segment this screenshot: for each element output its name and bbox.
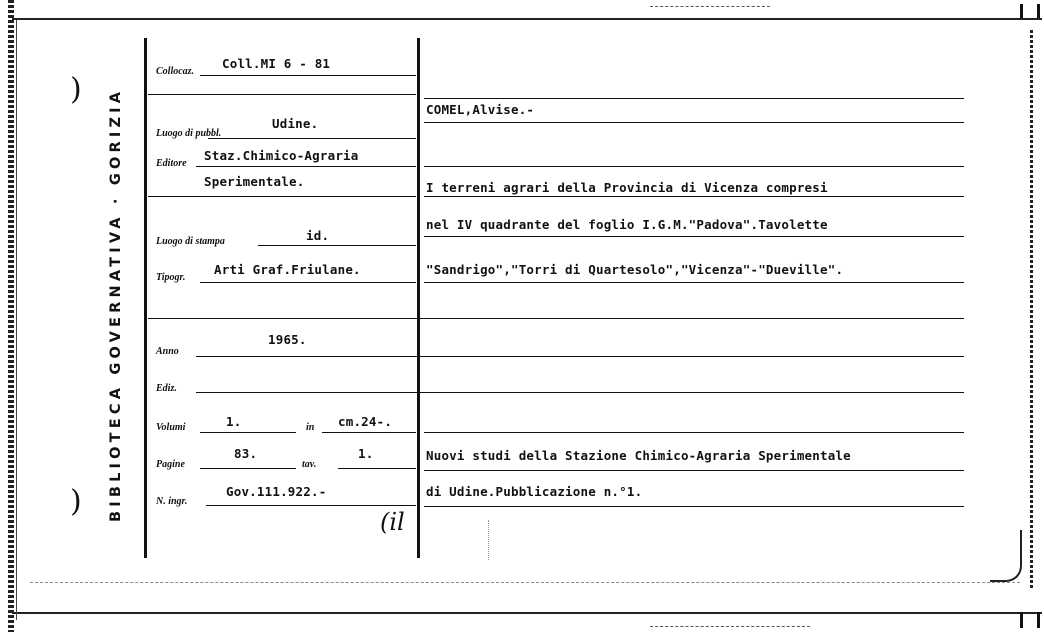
value-pagine: 83. xyxy=(234,446,258,461)
value-tavole: 1. xyxy=(358,446,374,461)
value-anno: 1965. xyxy=(268,332,307,347)
card-border-top xyxy=(12,18,1042,20)
handwritten-mark: (il xyxy=(380,508,405,536)
rule-right-5 xyxy=(424,236,964,237)
label-n-ingresso: N. ingr. xyxy=(156,496,188,507)
rule-right-n-ingresso xyxy=(424,506,964,507)
rule-editore-2 xyxy=(148,196,416,197)
label-in: in xyxy=(306,422,315,433)
card-edge-right xyxy=(1030,30,1033,590)
rule-right-pagine xyxy=(424,470,964,471)
value-formato: cm.24-. xyxy=(338,414,393,429)
label-pagine: Pagine xyxy=(156,459,185,470)
rule-formato xyxy=(322,432,416,433)
entry-title-line-2: nel IV quadrante del foglio I.G.M."Padova".Tavolette xyxy=(426,217,828,232)
rule-section-2 xyxy=(148,318,964,319)
entry-author: COMEL,Alvise.- xyxy=(426,102,535,117)
card-corner-mark-top xyxy=(1020,4,1040,18)
label-tavole: tav. xyxy=(302,459,317,470)
left-bracket-top: ) xyxy=(70,72,82,107)
scan-bottom-curve xyxy=(990,530,1022,582)
rule-right-1 xyxy=(424,98,964,99)
rule-luogo-pubbl xyxy=(208,138,416,139)
rule-tavole xyxy=(338,468,416,469)
entry-title-line-3: "Sandrigo","Torri di Quartesolo","Vicenza"-"Dueville". xyxy=(426,262,844,277)
label-luogo-pubbl: Luogo di pubbl. xyxy=(156,128,222,139)
rule-right-3 xyxy=(424,166,964,167)
rule-edizione xyxy=(196,392,964,393)
library-stamp: BIBLIOTECA GOVERNATIVA · GORIZIA xyxy=(108,87,124,522)
card-edge-left xyxy=(8,0,14,632)
entry-series-line-1: Nuovi studi della Stazione Chimico-Agraria Sperimentale xyxy=(426,448,851,463)
rule-section-1 xyxy=(148,94,416,95)
rule-anno xyxy=(196,356,964,357)
value-n-ingresso: Gov.111.922.- xyxy=(226,484,327,499)
center-column-rule xyxy=(417,38,420,558)
card-border-bottom xyxy=(12,612,1042,614)
rule-right-6 xyxy=(424,282,964,283)
value-editore-2: Sperimentale. xyxy=(204,174,305,189)
entry-series-line-2: di Udine.Pubblicazione n.°1. xyxy=(426,484,643,499)
card-corner-mark-bottom xyxy=(1020,612,1040,628)
value-volumi: 1. xyxy=(226,414,242,429)
rule-collocazione xyxy=(200,75,416,76)
rule-pagine xyxy=(200,468,296,469)
scan-faint-mark xyxy=(488,520,495,560)
left-bracket-bottom: ) xyxy=(70,484,82,519)
label-editore: Editore xyxy=(156,158,187,169)
left-column-rule xyxy=(144,38,147,558)
scan-bottom-line xyxy=(30,582,1020,583)
scan-dash-bottom xyxy=(650,626,810,627)
value-luogo-pubbl: Udine. xyxy=(272,116,319,131)
label-anno: Anno xyxy=(156,346,179,357)
rule-right-2 xyxy=(424,122,964,123)
rule-right-volumi xyxy=(424,432,964,433)
label-volumi: Volumi xyxy=(156,422,186,433)
label-edizione: Ediz. xyxy=(156,383,177,394)
label-luogo-stampa: Luogo di stampa xyxy=(156,236,225,247)
rule-right-4 xyxy=(424,196,964,197)
value-tipografia: Arti Graf.Friulane. xyxy=(214,262,361,277)
label-tipografia: Tipogr. xyxy=(156,272,186,283)
rule-luogo-stampa xyxy=(258,245,416,246)
value-editore-1: Staz.Chimico-Agraria xyxy=(204,148,359,163)
value-luogo-stampa: id. xyxy=(306,228,330,243)
rule-tipografia xyxy=(200,282,416,283)
rule-n-ingresso xyxy=(206,505,416,506)
scan-dash-top xyxy=(650,6,770,7)
rule-editore xyxy=(196,166,416,167)
rule-volumi xyxy=(200,432,296,433)
entry-title-line-1: I terreni agrari della Provincia di Vicenza compresi xyxy=(426,180,828,195)
value-collocazione: Coll.MI 6 - 81 xyxy=(222,56,331,71)
label-collocazione: Collocaz. xyxy=(156,66,195,77)
card-edge-left-solid xyxy=(16,20,17,620)
